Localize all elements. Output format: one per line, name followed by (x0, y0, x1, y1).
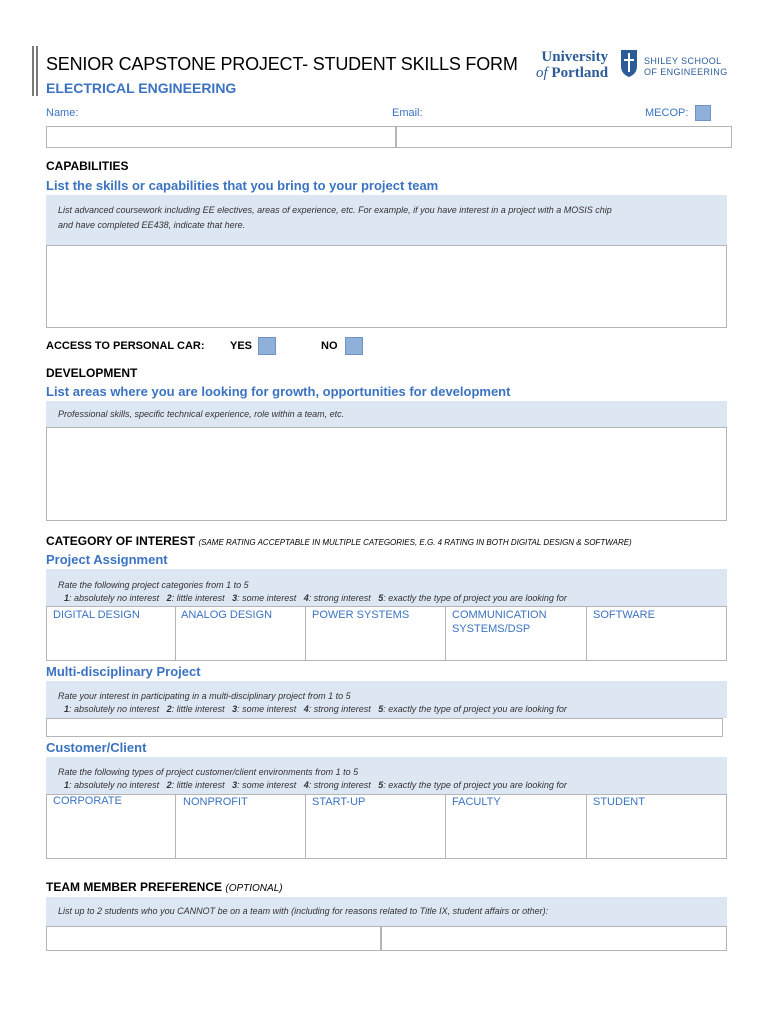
rating-scale: 1: absolutely no interest 2: little interest 3: some interest 4: strong interest 5: exactly the type of project you are looking for (64, 704, 567, 714)
cell-analog-design[interactable]: ANALOG DESIGN (181, 609, 273, 621)
customer-table (46, 794, 727, 859)
name-label: Name: (46, 107, 79, 119)
project-assignment-instruction-text: Rate the following project categories from 1 to 5 (58, 580, 249, 590)
capabilities-instruction-line2: and have completed EE438, indicate that here. (58, 220, 246, 230)
multidisciplinary-instruction (46, 681, 727, 718)
cell-digital-design[interactable]: DIGITAL DESIGN (53, 609, 140, 621)
team-instruction (46, 897, 727, 926)
email-label: Email: (392, 107, 423, 119)
customer-heading: Customer/Client (46, 740, 147, 755)
university-logo (536, 49, 608, 81)
customer-instruction (46, 757, 727, 794)
category-heading (46, 534, 632, 548)
car-no-label: NO (321, 340, 338, 352)
development-instruction (46, 401, 727, 427)
development-instruction-text: Professional skills, specific technical experience, role within a team, etc. (58, 409, 345, 419)
cell-student[interactable]: STUDENT (593, 796, 645, 808)
mecop-label: MECOP: (645, 107, 689, 119)
multidisciplinary-field[interactable] (46, 718, 723, 737)
cell-corporate[interactable]: CORPORATE (53, 795, 122, 807)
multidisciplinary-heading: Multi-disciplinary Project (46, 664, 201, 679)
logo-line2: Portland (551, 65, 609, 81)
development-heading: DEVELOPMENT (46, 366, 138, 380)
capabilities-heading: CAPABILITIES (46, 159, 129, 173)
team-student-2-field[interactable] (381, 926, 727, 951)
project-assignment-table (46, 606, 727, 661)
cell-power-systems[interactable]: POWER SYSTEMS (312, 609, 410, 621)
logo-line1: University (541, 49, 609, 65)
shield-icon (620, 48, 638, 78)
car-yes-checkbox[interactable] (258, 337, 276, 355)
team-optional: (OPTIONAL) (225, 883, 283, 894)
form-title: SENIOR CAPSTONE PROJECT- STUDENT SKILLS FORM (46, 54, 518, 74)
rating-scale: 1: absolutely no interest 2: little interest 3: some interest 4: strong interest 5: exactly the type of project you are looking for (64, 780, 567, 790)
rating-scale: 1: absolutely no interest 2: little interest 3: some interest 4: strong interest 5: exactly the type of project you are looking for (64, 593, 567, 603)
multidisciplinary-instruction-text: Rate your interest in participating in a multi-disciplinary project from 1 to 5 (58, 691, 351, 701)
category-note: (SAME RATING ACCEPTABLE IN MULTIPLE CATEGORIES, E.G. 4 RATING IN BOTH DIGITAL DESIGN & SOFTWARE) (198, 538, 632, 547)
team-student-1-field[interactable] (46, 926, 381, 951)
capabilities-subheading: List the skills or capabilities that you bring to your project team (46, 178, 439, 193)
car-label: ACCESS TO PERSONAL CAR: (46, 340, 205, 352)
team-heading (46, 880, 283, 894)
cell-start-up[interactable]: START-UP (312, 796, 366, 808)
development-subheading: List areas where you are looking for growth, opportunities for development (46, 384, 511, 399)
logo-of: of (536, 65, 548, 81)
cell-faculty[interactable]: FACULTY (452, 796, 501, 808)
email-field[interactable] (396, 126, 732, 148)
car-yes-label: YES (230, 340, 253, 352)
car-no-checkbox[interactable] (345, 337, 363, 355)
customer-instruction-text: Rate the following types of project customer/client environments from 1 to 5 (58, 767, 359, 777)
capabilities-instruction (46, 195, 727, 245)
school-name (644, 56, 728, 78)
capabilities-instruction-line1: List advanced coursework including EE electives, areas of experience, etc. For example, if you have interest in a project with a MOSIS chip (58, 205, 612, 215)
title-bars (32, 46, 38, 96)
school-line2: OF ENGINEERING (644, 67, 728, 77)
category-heading-text: CATEGORY OF INTEREST (46, 534, 196, 548)
project-assignment-heading: Project Assignment (46, 552, 168, 567)
cell-communication[interactable]: COMMUNICATION SYSTEMS/DSP (452, 609, 547, 635)
name-field[interactable] (46, 126, 396, 148)
capabilities-textarea[interactable] (46, 245, 727, 328)
mecop-checkbox[interactable] (695, 105, 711, 121)
project-assignment-instruction (46, 569, 727, 606)
development-textarea[interactable] (46, 427, 727, 521)
school-line1: SHILEY SCHOOL (644, 56, 722, 66)
form-subtitle: ELECTRICAL ENGINEERING (46, 80, 237, 96)
team-instruction-text: List up to 2 students who you CANNOT be on a team with (including for reasons related to Title IX, student affairs or other): (58, 906, 549, 916)
cell-software[interactable]: SOFTWARE (593, 609, 655, 621)
cell-nonprofit[interactable]: NONPROFIT (183, 796, 248, 808)
team-heading-text: TEAM MEMBER PREFERENCE (46, 880, 223, 894)
